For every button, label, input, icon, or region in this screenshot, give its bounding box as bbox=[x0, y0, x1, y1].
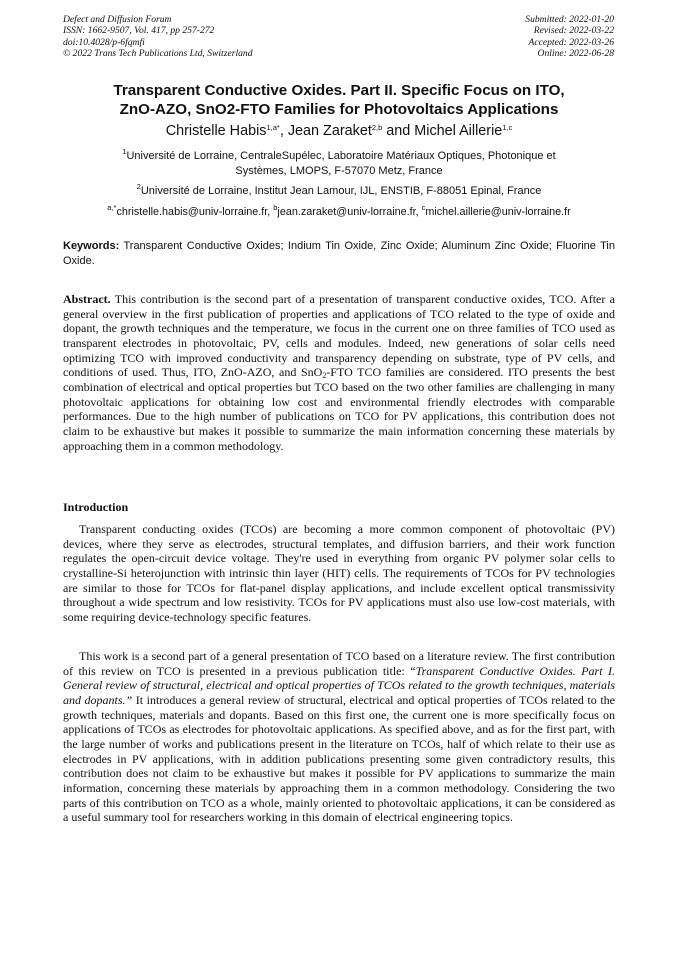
keywords-text: Transparent Conductive Oxides; Indium Tin Oxide, Zinc Oxide; Aluminum Zinc Oxide; Fluorine Tin Oxide. bbox=[63, 240, 615, 267]
intro-paragraph-2 bbox=[63, 649, 615, 825]
email-c-sup: c bbox=[421, 203, 426, 212]
journal-header-right bbox=[525, 14, 614, 59]
abstract-text-b: -FTO TCO families are considered. ITO presents the best combination of electrical and optical properties but TCO based on the two other families are challenging in many photovoltaic applications for obtaining low cost and environmental friendly electrodes with comparable performances. Due to the high number of publications on TCO for PV applications, this contribution does not claim to be exhaustive but makes it possible to summarize the main information concerning these materials by approaching them in a common methodology. bbox=[63, 365, 615, 453]
email-a-sup: a,* bbox=[107, 203, 117, 212]
author-separator: and bbox=[382, 123, 415, 139]
title-line-1: Transparent Conductive Oxides. Part II. Specific Focus on ITO, bbox=[113, 82, 565, 99]
journal-header-left bbox=[63, 14, 253, 59]
author-superscript: 1,a* bbox=[266, 123, 280, 132]
intro-p2-text-b: It introduces a general review of structural, electrical and optical properties of TCOs related to the growth techniques, materials and dopants. Based on this first one, the current one is more specifically focus on applications of TCOs as electrodes for photovoltaic applications. As specified above, and as for the first part, with the large number of works and publications present in the literature on TCOs, half of which relate to their use as electrodes in PV applications, with in addition publications presenting some given contradictory results, this contribution does not claim to be exhaustive but makes it possible for PV applications to summarize the main information, concerning these materials by approaching them in a common methodology. Considering the two parts of this contribution on TCO as a whole, mainly oriented to photovoltaic applications, it can be considered as a useful summary tool for researchers working in this domain of electrical engineering topics. bbox=[63, 692, 615, 825]
author-list bbox=[40, 122, 638, 140]
author-name: Jean Zaraket bbox=[287, 123, 372, 139]
date-submitted: Submitted: 2022-01-20 bbox=[525, 14, 614, 25]
author-superscript: 1,c bbox=[502, 123, 513, 132]
intro-p2-cited-title: Transparent Conductive Oxides. Part I. General review of structural, electrical and optical properties of TCOs related to the growth techniques, materials and dopants.” bbox=[63, 663, 615, 707]
journal-copyright: © 2022 Trans Tech Publications Ltd, Switzerland bbox=[63, 47, 253, 59]
intro-paragraph-1: Transparent conducting oxides (TCOs) are becoming a more common component of photovoltaic (PV) devices, where they serve as electrodes, structural templates, and diffusion barriers, and their work function regulates the open-circuit device voltage. They're used in everything from organic PV polymer solar cells to crystalline-Si heterojunction with intrinsic thin layer (HIT) cells. The requirements of TCOs for PV technologies are similar to those for TCOs for flat-panel display applications, and include excellent optical transmissivity throughout a wide spectrum and low resistivity. TCOs for PV applications must also use low-cost materials, with some requiring device-technology specific features. bbox=[63, 522, 615, 624]
date-accepted: Accepted: 2022-03-26 bbox=[528, 36, 614, 48]
abstract-label: Abstract. bbox=[63, 292, 111, 306]
affiliation-1-line-1: Université de Lorraine, CentraleSupélec, Laboratoire Matériaux Optiques, Photonique et bbox=[126, 150, 556, 162]
date-online: Online: 2022-06-28 bbox=[537, 47, 614, 59]
author-emails bbox=[50, 205, 628, 220]
email-b[interactable]: jean.zaraket@univ-lorraine.fr, bbox=[277, 206, 422, 218]
journal-name: Defect and Diffusion Forum bbox=[63, 14, 172, 25]
section-heading-introduction: Introduction bbox=[63, 500, 129, 514]
author-superscript: 2,b bbox=[371, 123, 383, 132]
journal-doi: doi:10.4028/p-6fqmfi bbox=[63, 36, 145, 48]
author-separator: , bbox=[279, 123, 288, 139]
email-b-sup: b bbox=[273, 203, 278, 212]
journal-issn: ISSN: 1662-9507, Vol. 417, pp 257-272 bbox=[63, 25, 215, 37]
abstract-text-a: This contribution is the second part of a presentation of transparent conductive oxides, TCO. After a general overview in the first publication of properties and applications of TCO related to the type of oxide and dopant, the growth techniques and the temperature, we focus in the current one on three families of TCO used as transparent electrodes in photovoltaic, PV, cells and modules. Indeed, new generations of solar cells need optimizing TCO with improved conductivity and transparency depending on substrate, type of PV cells, and conditions of used. Thus, ITO, ZnO-AZO, and SnO bbox=[63, 292, 615, 380]
intro-p2-text-a: This work is a second part of a general presentation of TCO based on a literature review. The first contribution of this review on TCO is presented in a previous publication title: “ bbox=[63, 649, 615, 678]
affiliation-2-text: Université de Lorraine, Institut Jean Lamour, IJL, ENSTIB, F-88051 Epinal, France bbox=[140, 185, 542, 197]
date-revised: Revised: 2022-03-22 bbox=[533, 25, 614, 37]
author-name: Christelle Habis bbox=[165, 123, 267, 139]
affiliation-2-sup: 2 bbox=[136, 182, 141, 191]
email-a[interactable]: christelle.habis@univ-lorraine.fr, bbox=[116, 206, 274, 218]
email-c[interactable]: michel.aillerie@univ-lorraine.fr bbox=[425, 206, 571, 218]
paper-title bbox=[40, 81, 638, 119]
abstract-subscript: 2 bbox=[322, 371, 327, 381]
affiliation-1 bbox=[50, 149, 628, 178]
title-line-2: ZnO-AZO, SnO2-FTO Families for Photovoltaics Applications bbox=[119, 101, 559, 118]
keywords-label: Keywords: bbox=[63, 240, 120, 252]
keywords bbox=[63, 239, 615, 268]
affiliation-1-sup: 1 bbox=[122, 147, 127, 156]
abstract bbox=[63, 292, 615, 453]
author-name: Michel Aillerie bbox=[414, 123, 503, 139]
affiliation-2 bbox=[50, 184, 628, 199]
affiliation-1-line-2: Systèmes, LMOPS, F-57070 Metz, France bbox=[235, 164, 443, 177]
